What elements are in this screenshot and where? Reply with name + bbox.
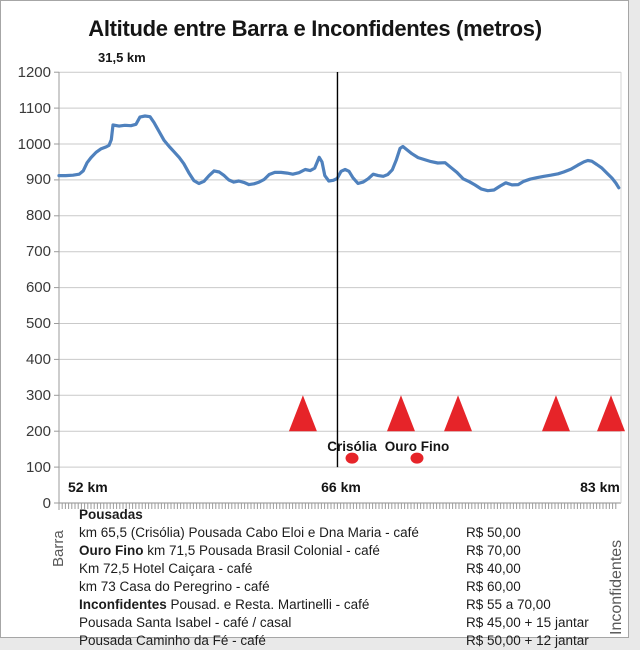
pousadas-list: [79, 506, 599, 650]
pousada-price: R$ 55 a 70,00: [466, 597, 551, 612]
y-axis-tick-label: 1000: [17, 135, 51, 153]
x-axis-km-label: 66 km: [321, 479, 361, 495]
pousada-name-bold: Inconfidentes: [79, 597, 167, 612]
y-axis-tick-label: 600: [25, 279, 51, 297]
pousada-row: [79, 578, 599, 596]
start-distance-label: 31,5 km: [98, 50, 146, 65]
y-axis-tick-label: 1100: [18, 99, 51, 117]
climb-triangle-marker: [444, 395, 472, 431]
pousada-description: Pousada Santa Isabel - café / casal: [79, 615, 292, 630]
axis-endpoint-label-left: Barra: [50, 530, 67, 567]
pousada-row: [79, 524, 599, 542]
pousadas-heading: Pousadas: [79, 507, 143, 522]
pousada-description: km 65,5 (Crisólia) Pousada Cabo Eloi e Dna Maria - café: [79, 525, 419, 540]
climb-triangle-marker: [542, 395, 570, 431]
climb-triangle-marker: [289, 395, 317, 431]
chart-title: Altitude entre Barra e Inconfidentes (metros): [88, 16, 542, 41]
y-axis-tick-label: 1200: [17, 63, 51, 81]
y-axis-tick-label: 700: [25, 243, 51, 261]
y-axis-tick-label: 100: [25, 458, 51, 476]
pousada-row: [79, 542, 599, 560]
pousada-price: R$ 50,00 + 12 jantar: [466, 633, 589, 648]
y-axis-tick-label: 400: [25, 350, 51, 368]
pousada-price: R$ 40,00: [466, 561, 521, 576]
y-axis-tick-label: 800: [25, 207, 51, 225]
y-axis-tick-label: 200: [25, 422, 51, 440]
town-label: Crisólia: [327, 439, 377, 454]
pousada-price: R$ 70,00: [466, 543, 521, 558]
y-axis-tick-label: 900: [25, 171, 51, 189]
pousada-name-bold: Ouro Fino: [79, 543, 144, 558]
pousada-row: [79, 560, 599, 578]
pousada-row: [79, 614, 599, 632]
climb-triangle-marker: [387, 395, 415, 431]
y-axis-tick-label: 500: [25, 315, 51, 332]
pousada-description: Pousada Caminho da Fé - café: [79, 633, 266, 648]
pousada-price: R$ 45,00 + 15 jantar: [466, 615, 589, 630]
x-axis-km-label: 83 km: [580, 479, 620, 495]
pousada-description: km 71,5 Pousada Brasil Colonial - café: [143, 543, 380, 558]
y-axis-tick-label: 300: [25, 386, 51, 404]
pousada-description: Pousad. e Resta. Martinelli - café: [166, 597, 370, 612]
axis-endpoint-label-right: Inconfidentes: [608, 539, 625, 635]
pousada-price: R$ 60,00: [466, 579, 521, 594]
x-axis-km-label: 52 km: [67, 479, 108, 495]
pousada-row: [79, 596, 599, 614]
town-label: Ouro Fino: [384, 439, 450, 454]
pousada-description: km 73 Casa do Peregrino - café: [79, 579, 270, 594]
pousada-description: Km 72,5 Hotel Caiçara - café: [79, 561, 253, 576]
pousada-row: [79, 632, 599, 650]
y-axis-tick-label: 0: [42, 494, 51, 512]
town-dot-marker: [410, 453, 423, 464]
pousada-price: R$ 50,00: [466, 525, 521, 540]
town-dot-marker: [346, 453, 359, 464]
